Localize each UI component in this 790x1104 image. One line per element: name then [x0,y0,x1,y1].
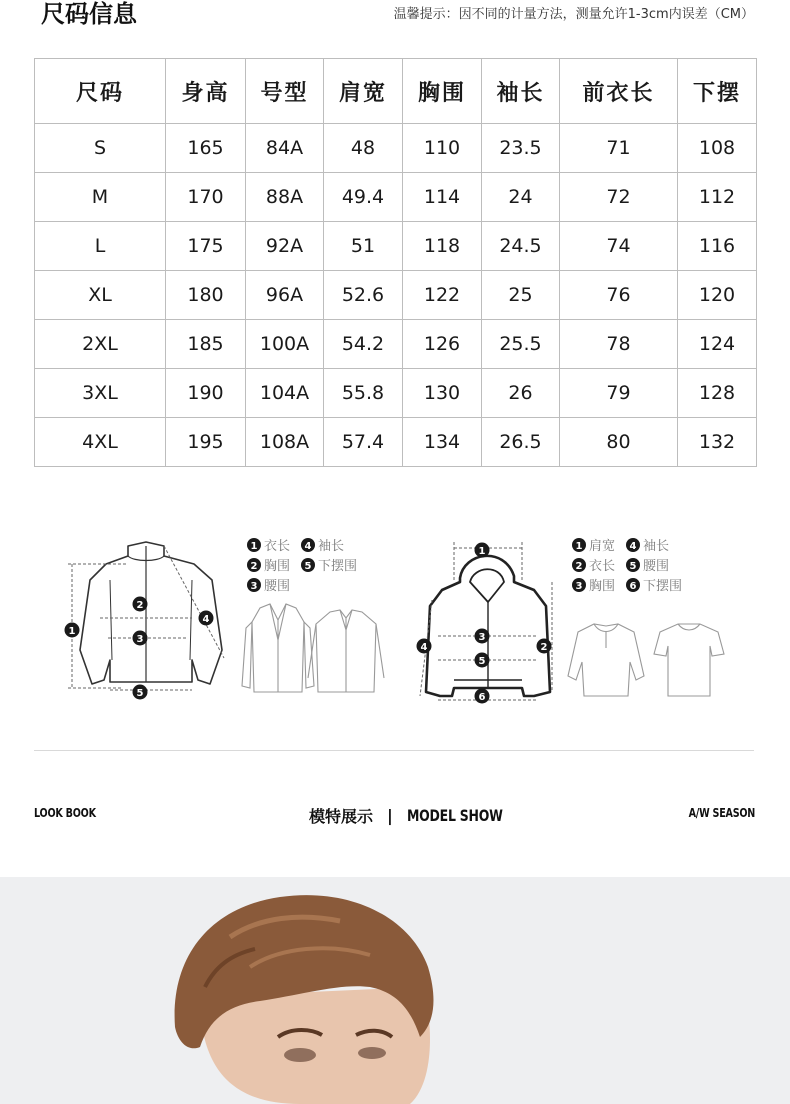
table-cell: 170 [166,173,246,222]
svg-text:1: 1 [68,626,76,637]
legend-item [626,558,669,574]
svg-text:下摆围: 下摆围 [318,559,358,574]
legend-item [247,558,290,574]
column-header: 前衣长 [560,59,678,124]
table-cell: XL [35,271,166,320]
section-title-cn: 模特展示 [309,806,374,826]
table-cell: 26.5 [482,418,560,467]
column-header: 下摆 [678,59,757,124]
table-row [35,320,757,369]
lookbook-label: LOOK BOOK [34,806,96,820]
column-header: 胸围 [403,59,482,124]
table-cell: 2XL [35,320,166,369]
hoodie-diagram [426,556,550,696]
table-cell: 4XL [35,418,166,467]
table-cell: 165 [166,124,246,173]
table-cell: 55.8 [324,369,403,418]
legend-item [247,538,290,554]
svg-text:5: 5 [629,561,637,572]
section-title [309,803,530,827]
svg-text:1: 1 [250,541,258,552]
svg-text:袖长: 袖长 [643,539,670,554]
table-cell: M [35,173,166,222]
table-cell: 92A [246,222,324,271]
marker-4 [417,639,432,654]
table-cell: 52.6 [324,271,403,320]
table-header-row [35,59,757,124]
table-cell: 84A [246,124,324,173]
table-cell: 124 [678,320,757,369]
table-cell: 71 [560,124,678,173]
marker-1 [475,543,490,558]
svg-text:1: 1 [575,541,583,552]
svg-text:袖长: 袖长 [318,539,345,554]
table-row [35,222,757,271]
svg-text:2: 2 [250,561,258,572]
table-cell: 88A [246,173,324,222]
table-cell: 128 [678,369,757,418]
table-cell: 78 [560,320,678,369]
table-cell: 57.4 [324,418,403,467]
table-row [35,418,757,467]
section-divider [34,750,754,751]
table-cell: 175 [166,222,246,271]
legend-left [247,538,357,594]
table-cell: 25 [482,271,560,320]
legend-item [301,538,344,554]
svg-text:胸围: 胸围 [589,579,616,594]
table-cell: 100A [246,320,324,369]
table-cell: 134 [403,418,482,467]
legend-item [626,538,669,554]
svg-text:腰围: 腰围 [264,579,291,594]
table-cell: 110 [403,124,482,173]
marker-1 [65,623,80,638]
svg-text:2: 2 [575,561,583,572]
table-cell: 24.5 [482,222,560,271]
measurement-guide [34,520,756,720]
table-cell: 108 [678,124,757,173]
svg-text:4: 4 [202,614,210,625]
marker-5 [475,653,490,668]
season-label: A/W SEASON [688,806,755,820]
table-cell: 48 [324,124,403,173]
table-cell: 25.5 [482,320,560,369]
table-cell: 74 [560,222,678,271]
legend-item [572,538,615,554]
page-title: 尺码信息 [41,0,137,28]
svg-text:3: 3 [136,634,144,645]
svg-text:3: 3 [250,581,258,592]
model-photo [0,877,790,1104]
table-cell: 80 [560,418,678,467]
svg-text:4: 4 [629,541,637,552]
table-cell: 96A [246,271,324,320]
svg-text:肩宽: 肩宽 [589,539,616,554]
measurement-tip: 温馨提示：因不同的计量方法，测量允许1-3cm内误差（CM） [393,7,754,22]
table-row [35,173,757,222]
table-cell: 180 [166,271,246,320]
column-header: 肩宽 [324,59,403,124]
size-table [34,58,757,467]
legend-item [572,558,615,574]
marker-2 [537,639,552,654]
blazer-sketch [242,604,314,692]
shirt-sketch [308,610,384,692]
svg-text:3: 3 [575,581,583,592]
title-separator: | [387,805,393,825]
legend-right [572,538,682,594]
longsleeve-sketch [568,624,644,696]
svg-text:衣长: 衣长 [264,539,291,554]
marker-3 [475,629,490,644]
column-header: 尺码 [35,59,166,124]
hoodie-dimension-lines [420,542,552,700]
svg-text:5: 5 [304,561,312,572]
table-cell: 104A [246,369,324,418]
table-cell: 116 [678,222,757,271]
svg-text:衣长: 衣长 [589,559,616,574]
table-cell: 76 [560,271,678,320]
svg-text:5: 5 [478,656,486,667]
table-cell: 118 [403,222,482,271]
table-cell: 112 [678,173,757,222]
svg-text:4: 4 [304,541,312,552]
table-cell: 24 [482,173,560,222]
column-header: 身高 [166,59,246,124]
svg-text:胸围: 胸围 [264,559,291,574]
tshirt-sketch [654,624,724,696]
marker-5 [133,685,148,700]
table-cell: 195 [166,418,246,467]
legend-item [247,578,290,594]
legend-item [626,578,682,594]
table-cell: S [35,124,166,173]
svg-text:腰围: 腰围 [643,559,670,574]
table-cell: 130 [403,369,482,418]
svg-text:4: 4 [420,642,428,653]
section-title-en: MODEL SHOW [406,805,503,825]
svg-text:1: 1 [478,546,486,557]
table-cell: 126 [403,320,482,369]
column-header: 号型 [246,59,324,124]
svg-text:2: 2 [540,642,548,653]
svg-text:6: 6 [478,692,486,703]
svg-text:6: 6 [629,581,637,592]
table-cell: 26 [482,369,560,418]
table-cell: 108A [246,418,324,467]
table-row [35,271,757,320]
table-cell: 122 [403,271,482,320]
table-cell: 23.5 [482,124,560,173]
marker-4 [199,611,214,626]
marker-6 [475,689,490,704]
table-cell: 49.4 [324,173,403,222]
marker-3 [133,631,148,646]
table-row [35,124,757,173]
table-cell: L [35,222,166,271]
table-cell: 190 [166,369,246,418]
svg-text:2: 2 [136,600,144,611]
table-row [35,369,757,418]
column-header: 袖长 [482,59,560,124]
legend-item [572,578,615,594]
table-cell: 51 [324,222,403,271]
table-cell: 120 [678,271,757,320]
table-cell: 54.2 [324,320,403,369]
table-cell: 132 [678,418,757,467]
table-cell: 3XL [35,369,166,418]
svg-text:3: 3 [478,632,486,643]
table-cell: 185 [166,320,246,369]
legend-item [301,558,357,574]
table-cell: 114 [403,173,482,222]
table-cell: 79 [560,369,678,418]
marker-2 [133,597,148,612]
svg-text:下摆围: 下摆围 [643,579,683,594]
table-cell: 72 [560,173,678,222]
svg-text:5: 5 [136,688,144,699]
